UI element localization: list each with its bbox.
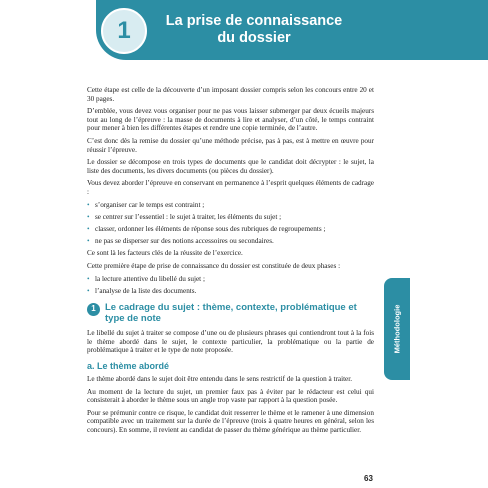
subsection-paragraph-3: Pour se prémunir contre ce risque, le candidat doit resserrer le thème et le ramener à une dimension compatible avec un traitement sur la durée de l’épreuve (trois à quatre heures en général, selon les concours). En somme, il revient au candidat de passer du thème générique au thème particulier. [87, 408, 374, 435]
chapter-title [150, 13, 358, 47]
side-tab-label: Méthodologie [392, 304, 402, 354]
subsection-paragraph-1: Le thème abordé dans le sujet doit être entendu dans le sens restrictif de la question à traiter. [87, 375, 353, 384]
intro-paragraph-2: D’emblée, vous devez vous organiser pour ne pas vous laisser submerger par deux écueils majeurs tout au long de l’épreuve : la masse de documents à lire et analyser, d’un côté, le temps contraint pour mener à bien les différentes étapes et rendre une copie terminée, de l’autre. [87, 107, 374, 133]
section-paragraph-1: Le libellé du sujet à traiter se compose d’une ou de plusieurs phrases qui contiendront tout à la fois le thème abordé dans le sujet, le contexte particulier, la problématique ou la partie de problématique à traiter et le type de note proposée. [87, 329, 374, 355]
list-item: • s’organiser car le temps est contraint ; [87, 201, 374, 210]
chapter-title-line2: du dossier [217, 30, 291, 46]
list-item: • la lecture attentive du libellé du sujet ; [87, 275, 374, 284]
intro-paragraph-4: Le dossier se décompose en trois types de documents que le candidat doit décrypter : le sujet, la liste des documents, les divers documents (ou pièces du dossier). [87, 158, 374, 175]
section-title: Le cadrage du sujet : thème, contexte, problématique et type de note [105, 302, 357, 325]
side-tab [384, 278, 410, 380]
section-heading [87, 302, 374, 324]
intro-paragraph-7: Cette première étape de prise de connaissance du dossier est constituée de deux phases : [87, 262, 341, 270]
section-number-badge: 1 [87, 303, 100, 316]
chapter-number-badge: 1 [101, 8, 147, 54]
subsection-title: a. Le thème abordé [87, 361, 170, 372]
page-content [87, 86, 374, 439]
list-item: • ne pas se disperser sur des notions accessoires ou secondaires. [87, 237, 374, 246]
page-number: 63 [364, 474, 373, 483]
intro-paragraph-5: Vous devez aborder l’épreuve en conservant en permanence à l’esprit quelques éléments de cadrage : [87, 179, 374, 196]
intro-paragraph-6: Ce sont là les facteurs clés de la réussite de l’exercice. [87, 249, 243, 258]
list-item: • se centrer sur l’essentiel : le sujet à traiter, les éléments du sujet ; [87, 213, 374, 222]
phases-list [87, 275, 374, 296]
subsection-paragraph-2: Au moment de la lecture du sujet, un premier faux pas à éviter par le rédacteur est celui qui consisterait à aborder le thème sous un angle trop vaste par rapport à la question posée. [87, 387, 374, 405]
intro-paragraph-1: Cette étape est celle de la découverte d’un imposant dossier compris selon les concours entre 20 et 30 pages. [87, 86, 374, 103]
list-item: • classer, ordonner les éléments de réponse sous des rubriques de regroupements ; [87, 225, 374, 234]
framing-list [87, 201, 374, 246]
list-item: • l’analyse de la liste des documents. [87, 287, 374, 296]
chapter-title-line1: La prise de connaissance [165, 13, 343, 29]
intro-paragraph-3: C’est donc dès la remise du dossier qu’une méthode précise, pas à pas, est à mettre en œuvre pour réussir l’épreuve. [87, 136, 374, 154]
